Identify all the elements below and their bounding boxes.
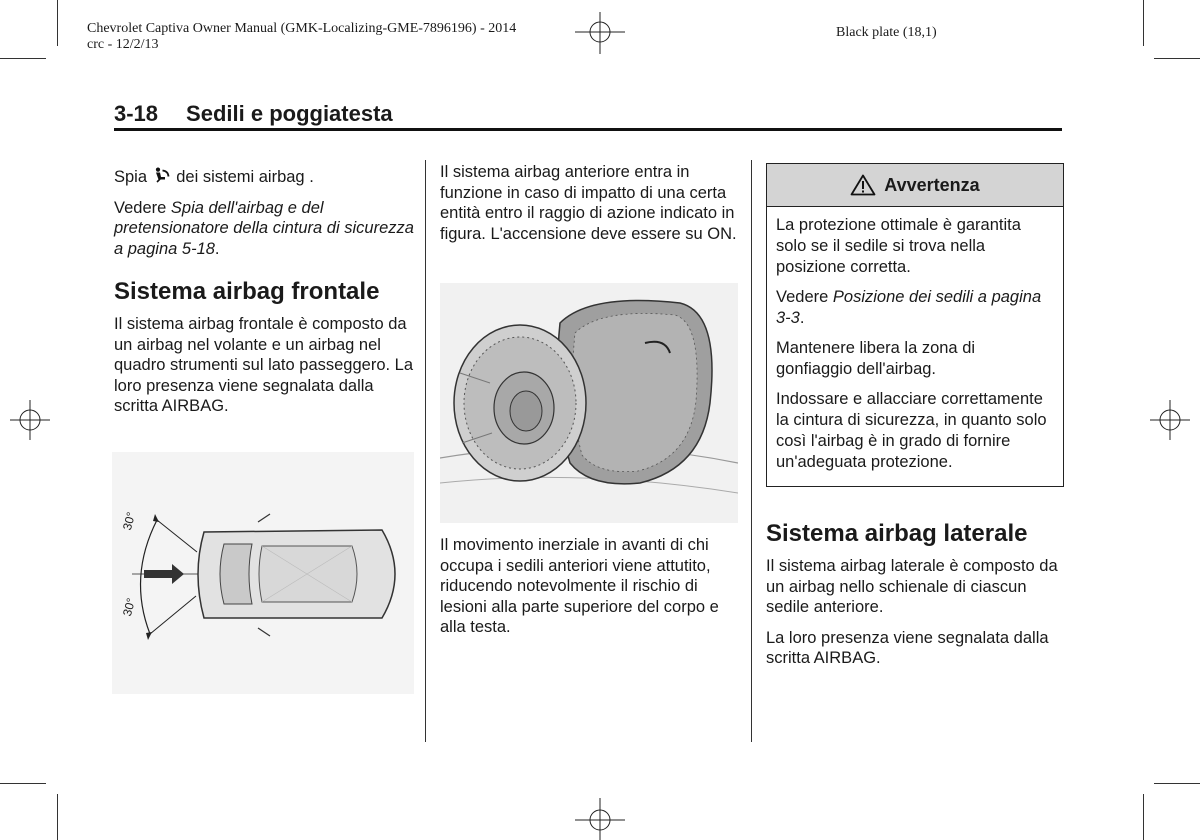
registration-mark-top xyxy=(575,12,625,54)
airbag-zone-figure xyxy=(112,452,414,694)
warning-text-3: Mantenere libera la zona di gonfiaggio dell'airbag. xyxy=(776,339,976,378)
column-3-lower xyxy=(766,520,1062,679)
deployed-airbag-illustration xyxy=(440,283,738,523)
warning-text-4: Indossare e allacciare correttamente la cintura di sicurezza, in quanto solo così l'airbag è in grado di fornire un'adeguata protezione. xyxy=(776,390,1047,471)
cross-reference: Vedere Spia dell'airbag e del pretensionatore della cintura di sicurezza a pagina 5-18. xyxy=(114,198,414,258)
side-airbag-heading: Sistema airbag laterale xyxy=(766,520,1028,547)
doc-date-line: crc - 12/2/13 xyxy=(87,37,159,52)
airbag-lamp-line: Spia dei sistemi airbag . xyxy=(114,168,314,186)
warning-title: Avvertenza xyxy=(884,174,980,195)
warning-triangle-icon xyxy=(850,174,876,196)
side-airbag-text-2: La loro presenza viene segnalata dalla scritta AIRBAG. xyxy=(766,628,1049,667)
inertia-text: Il movimento inerziale in avanti di chi occupa i sedili anteriori viene attutito, riducendo notevolmente il rischio di lesioni alla parte superiore del corpo e alla testa. xyxy=(440,536,719,636)
car-top-view-illustration xyxy=(112,452,414,694)
page-title xyxy=(114,101,393,127)
cross-reference-link[interactable]: Spia dell'airbag e del pretensionatore della cintura di sicurezza a pagina 5-18 xyxy=(114,198,414,258)
airbag-warning-icon xyxy=(154,167,170,183)
frontal-airbag-text: Il sistema airbag frontale è composto da un airbag nel volante e un airbag nel quadro strumenti sul lato passeggero. La loro presenza viene segnalata dalla scritta AIRBAG. xyxy=(114,315,414,415)
plate-label: Black plate (18,1) xyxy=(836,25,937,40)
warning-text-2: Vedere Posizione dei sedili a pagina 3-3. xyxy=(776,288,1042,327)
page-number: 3-18 xyxy=(114,101,159,126)
angle-label-bottom: 30° xyxy=(120,596,139,618)
registration-mark-left xyxy=(10,400,50,440)
title-rule xyxy=(114,128,1062,131)
warning-header xyxy=(767,164,1063,207)
side-airbag-text-1: Il sistema airbag laterale è composto da un airbag nello schienale di ciascun sedile anteriore. xyxy=(766,557,1058,616)
column-divider xyxy=(425,160,426,742)
column-2 xyxy=(440,162,740,254)
column-1 xyxy=(114,167,414,427)
deployed-airbag-figure xyxy=(440,283,738,523)
column-2-lower xyxy=(440,535,740,648)
registration-mark-right xyxy=(1150,400,1190,440)
warning-box xyxy=(766,163,1064,487)
warning-content xyxy=(767,207,1063,486)
frontal-airbag-heading: Sistema airbag frontale xyxy=(114,278,380,305)
warning-text-1: La protezione ottimale è garantita solo se il sedile si trova nella posizione corretta. xyxy=(776,216,1021,276)
registration-mark-bottom xyxy=(575,798,625,840)
section-title: Sedili e poggiatesta xyxy=(186,101,393,126)
angle-label-top: 30° xyxy=(120,510,139,532)
doc-title-line: Chevrolet Captiva Owner Manual (GMK-Localizing-GME-7896196) - 2014 xyxy=(87,21,517,36)
column-divider xyxy=(751,160,752,742)
activation-text: Il sistema airbag anteriore entra in funzione in caso di impatto di una certa entità entro il raggio di azione indicato in figura. L'accensione deve essere su ON. xyxy=(440,163,737,243)
seat-position-link[interactable]: Posizione dei sedili a pagina 3-3 xyxy=(776,288,1042,327)
